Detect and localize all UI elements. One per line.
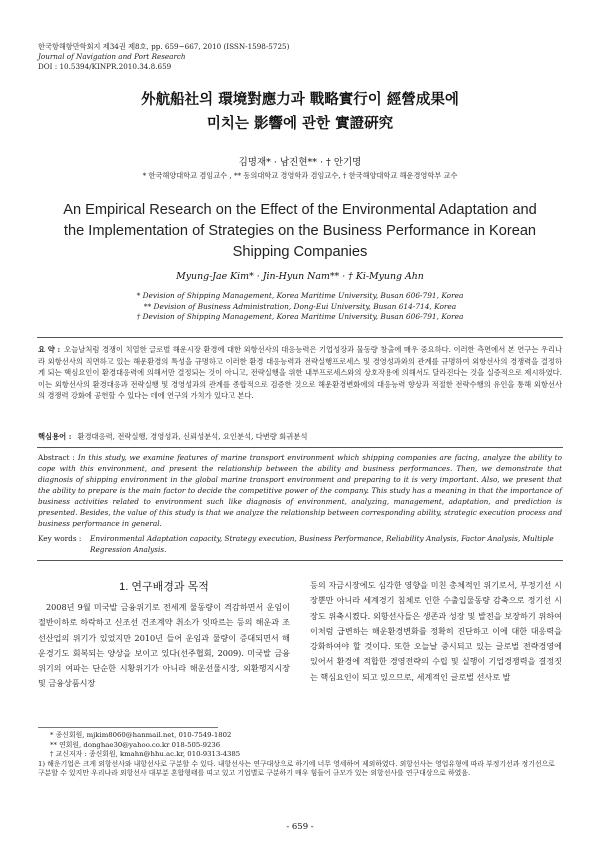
- footnote-divider: [38, 727, 218, 728]
- english-title: An Empirical Research on the Effect of the Environmental Adaptation and the Implementation of Strategies on the Business Performance in Korean Shipping Companies: [63, 202, 537, 260]
- english-abstract: [38, 452, 562, 529]
- korean-title-line2: 미치는 影響에 관한 實證硏究: [206, 115, 394, 132]
- english-keywords-label: Key words :: [38, 534, 82, 543]
- page-number: - 659 -: [286, 822, 314, 832]
- english-abstract-text: In this study, we examine features of marine transport environment which shipping companies are facing, analyze the ability to cope with this environment, and present the relationship between the ability and business performances. Then, we demonstrate that diagnosis of shipping environment in the global marine transport environment and preparing to it is very important. Also, we present that the ability to prepare is the main factor to decide the competitive power of the company. This study has a meaning in that the importance of business activities related to environment such like diagnosis of environment, analyzing, management, adaptation, and prediction is presented. Besides, the value of this study is that we analyze the relationship between corresponding ability, strategic execution process and business performance in general.: [38, 453, 562, 528]
- english-abstract-label: Abstract :: [38, 453, 75, 462]
- korean-title: [0, 88, 600, 136]
- footnote-item: ** 연회원, donghae30@yahoo.co.kr 018-505-9236: [50, 740, 221, 749]
- korean-authors: 김명재* · 남진현** · † 안기명: [238, 157, 362, 168]
- english-keywords-text: Environmental Adaptation capacity, Strategy execution, Business Performance, Reliability Analysis, Factor Analysis, Multiple Regression Analysis.: [90, 534, 554, 554]
- journal-header-line1: 한국항해항만학회지 제34권 제8호, pp. 659~667, 2010 (ISSN-1598-5725): [38, 42, 290, 51]
- korean-title-line1: 外航船社의 環境對應力과 戰略實行이 經營成果에: [141, 91, 459, 108]
- affiliation-line: † Devision of Shipping Management, Korea Maritime University, Busan 606-791, Korea: [136, 312, 464, 321]
- journal-header-doi: DOI : 10.5394/KINPR.2010.34.8.659: [38, 62, 172, 71]
- journal-header: [38, 42, 289, 72]
- korean-abstract-text: 오늘날처럼 경쟁이 치열한 글로벌 해운시장 환경에 대한 외항선사의 대응능력은 기업성장과 물동량 창출에 매우 중요하다. 이러한 측면에서 본 연구는 우리나라 외항선사의 직면하고 있는 해운환경의 특성을 규명하고 이러한 환경 대응능력과 전략실행프로세스 및 경영성과와의 관계를 규명하여 외항선사의 경쟁력을 결정하게 되는 핵심요인이 환경대응력에 의해서만 결정되는 것이 아니고, 전략실행을 위한 내부프로세스와의 상호작용에 의해서도 달라진다는 것을 실증적으로 제시하였다. 이는 외항선사의 환경대응과 전략실행 및 경영성과의 관계를 종합적으로 검증한 것으로 해운환경변화에의 대응능력 향상과 적절한 전략수행의 유인을 통해 외항선사의 경쟁력 강화에 공헌할 수 있다는 데에 연구의 가치가 있다고 본다.: [38, 345, 563, 401]
- journal-header-line2: Journal of Navigation and Port Research: [38, 52, 186, 61]
- affiliation-line: * Devision of Shipping Management, Korea Maritime University, Busan 606-791, Korea: [136, 291, 464, 300]
- korean-affiliations: * 한국해양대학교 겸임교수 , ** 동의대학교 경영학과 겸임교수, † 한국해양대학교 해운경영학부 교수: [142, 171, 458, 180]
- english-keywords: [38, 533, 562, 555]
- english-authors: Myung-Jae Kim* · Jin-Hyun Nam** · † Ki-Myung Ahn: [176, 271, 424, 282]
- section-divider: [37, 337, 563, 338]
- korean-abstract: [38, 344, 562, 402]
- korean-keywords-text: 환경대응력, 전략실행, 경영성과, 신뢰성분석, 요인분석, 다변량 회귀분석: [77, 432, 308, 441]
- footnotes: [38, 731, 562, 779]
- section-divider: [37, 447, 563, 448]
- korean-abstract-label: 요 약 :: [38, 345, 61, 354]
- section-divider: [37, 560, 563, 561]
- footnote-item: * 종신회원, mjkim8060@hanmail.net, 010-7549-1802: [50, 731, 232, 739]
- body-left-column: 2008년 9월 미국발 금융위기로 전세계 물동량이 격감하면서 운임이 절반이하로 하락하고 신조선 건조계약 취소가 잇따르는 등의 해운과 조선산업의 위기가 있었지만 2010년 들어 운임과 물량이 증대되면서 해운경기도 회복되는 양상을 보이고 있다(선주협회, 2009). 미국발 금융위기의 여파는 단순한 시황위기가 아니라 해운선물시장, 외환행지시장 및 금융상품시장: [38, 602, 290, 689]
- korean-keywords-label: 핵심용어 :: [38, 432, 72, 441]
- footnote-item: † 교신저자 : 종신회원, kmahn@hhu.ac.kr, 010-9313-4385: [50, 750, 241, 759]
- english-affiliations: [0, 291, 600, 323]
- korean-keywords: [38, 432, 562, 442]
- section-1-title: 1. 연구배경과 목적: [119, 581, 209, 593]
- body-right-column: 등의 자금시장에도 심각한 영향을 미친 총체적인 위기로서, 부정기선 시장뿐만 아니라 세계경기 침체로 인한 수출입물동량 감축으로 정기선 시장도 위축시켰다. 외항선사들은 생존과 성장 및 발전을 보장하기 위하여 이처럼 급변하는 해운환경변화를 정확히 진단하고 이에 대한 대응력을 강화하여야 할 것이다. 또한 오늘날 중시되고 있는 글로벌 전략경영에 있어서 환경에 적합한 경영전략의 수립 및 실행이 기업경쟁력을 결정짓는 핵심요인이 되고 있으므로, 세계적인 글로벌 선사로 발: [310, 580, 562, 682]
- affiliation-line: ** Devision of Business Administration, Dong-Eui University, Busan 614-714, Korea: [143, 301, 457, 311]
- footnote-item: 1) 해운기업은 크게 외항선사와 내항선사로 구분할 수 있다. 내항선사는 연구대상으로 하기에 너무 영세하여 제외하였다. 외항선사는 영업유형에 따라 부정기선과 정기선으로 구분할 수 있지만 우리나라 외항선사 대부분 혼합형태를 띠고 있고 기업별로 구분하기 매우 힘들어 규모가 있는 외항선사를 연구대상으로 하였음.: [38, 759, 555, 778]
